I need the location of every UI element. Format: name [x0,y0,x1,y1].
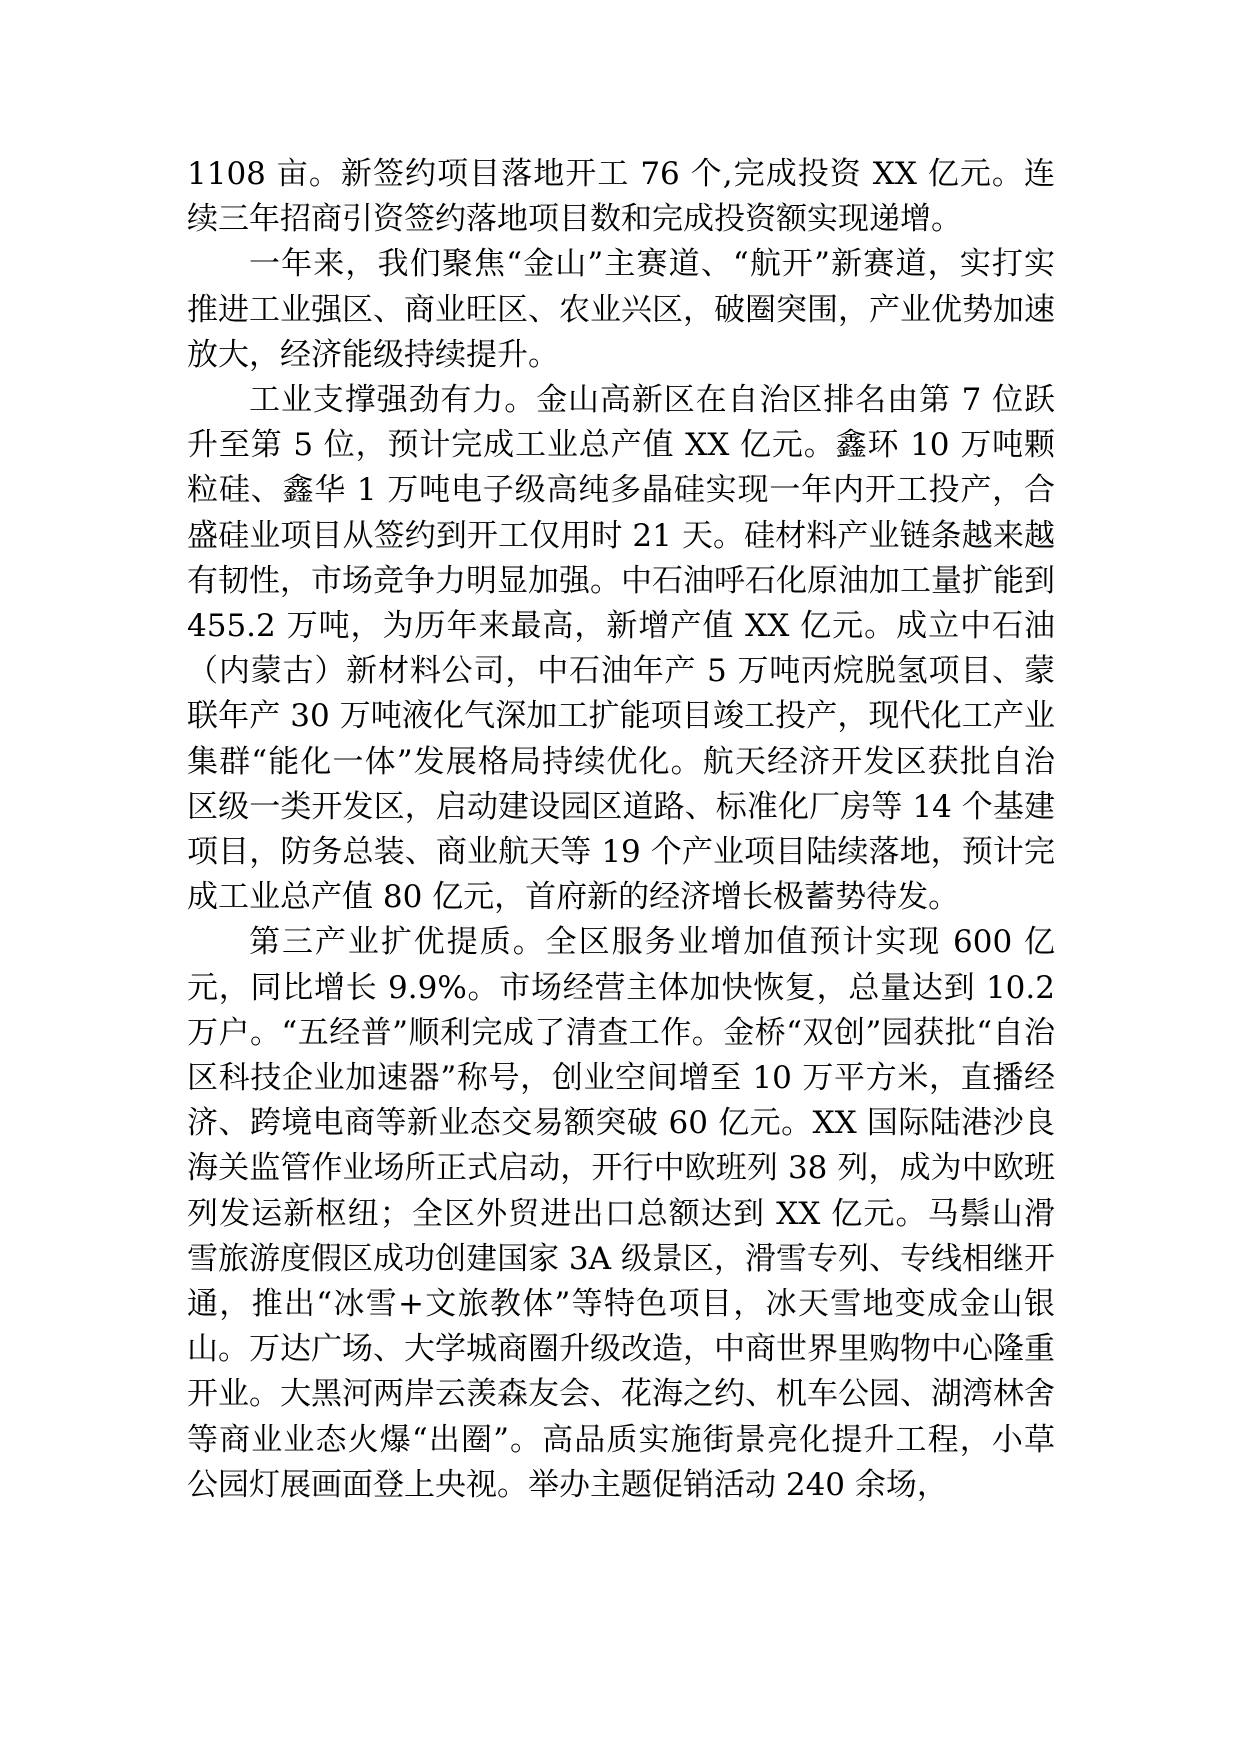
document-body [187,152,1055,1508]
paragraph-industry: 工业支撑强劲有力。金山高新区在自治区排名由第 7 位跃升至第 5 位，预计完成工业总产值 XX 亿元。鑫环 10 万吨颗粒硅、鑫华 1 万吨电子级高纯多晶硅实现一年内开工投产，合盛硅业项目从签约到开工仅用时 21 天。硅材料产业链条越来越有韧性，市场竞争力明显加强。中石油呼石化原油加工量扩能到 455.2 万吨，为历年来最高，新增产值 XX 亿元。成立中石油（内蒙古）新材料公司，中石油年产 5 万吨丙烷脱氢项目、蒙联年产 30 万吨液化气深加工扩能项目竣工投产，现代化工产业集群“能化一体”发展格局持续优化。航天经济开发区获批自治区级一类开发区，启动建设园区道路、标准化厂房等 14 个基建项目，防务总装、商业航天等 19 个产业项目陆续落地，预计完成工业总产值 80 亿元，首府新的经济增长极蓄势待发。 [187,382,1055,916]
paragraph-tertiary-industry: 第三产业扩优提质。全区服务业增加值预计实现 600 亿元，同比增长 9.9%。市场经营主体加快恢复，总量达到 10.2 万户。“五经普”顺利完成了清查工作。金桥“双创”园获批“自治区科技企业加速器”称号，创业空间增至 10 万平方米，直播经济、跨境电商等新业态交易额突破 60 亿元。XX 国际陆港沙良海关监管作业场所正式启动，开行中欧班列 38 列，成为中欧班列发运新枢纽；全区外贸进出口总额达到 XX 亿元。马鬃山滑雪旅游度假区成功创建国家 3A 级景区，滑雪专列、专线相继开通，推出“冰雪+文旅教体”等特色项目，冰天雪地变成金山银山。万达广场、大学城商圈升级改造，中商世界里购物中心隆重开业。大黑河两岸云羡森友会、花海之约、机车公园、湖湾林舍等商业业态火爆“出圈”。高品质实施街景亮化提升工程，小草公园灯展画面登上央视。举办主题促销活动 240 余场， [187,924,1055,1503]
paragraph-continued: 1108 亩。新签约项目落地开工 76 个,完成投资 XX 亿元。连续三年招商引资签约落地项目数和完成投资额实现递增。 [187,156,1055,238]
paragraph-overview: 一年来，我们聚焦“金山”主赛道、“航开”新赛道，实打实推进工业强区、商业旺区、农业兴区，破圈突围，产业优势加速放大，经济能级持续提升。 [187,246,1055,373]
